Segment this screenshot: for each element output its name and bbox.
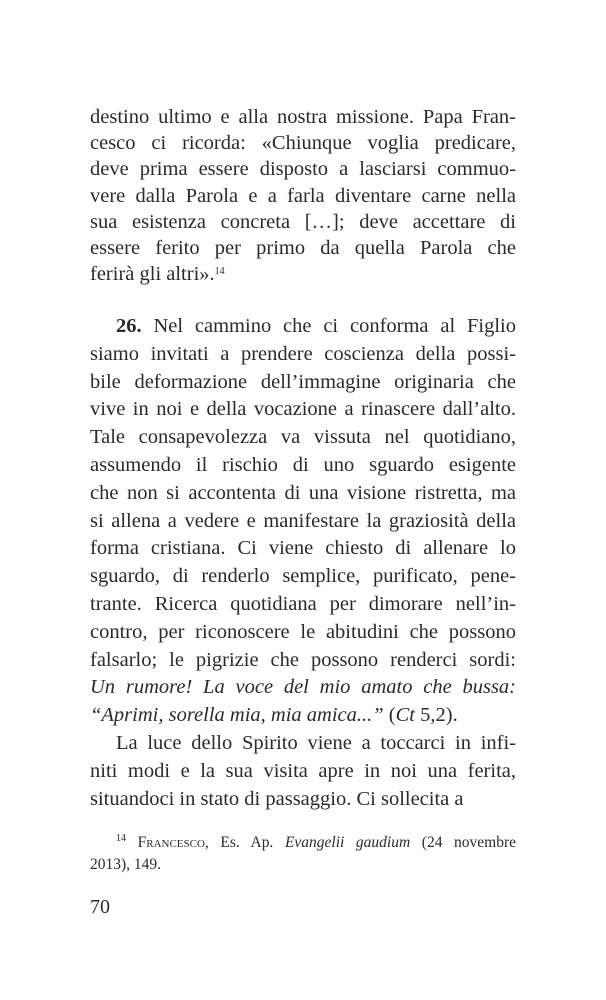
text-span: Francesco: [137, 834, 205, 851]
footnote-ref: 14: [214, 266, 225, 278]
text-line: [90, 209, 516, 235]
text-line: [90, 786, 516, 814]
page-number: 70: [90, 896, 110, 918]
text-span: trante. Ricerca quotidiana per dimorare nell’in-: [90, 592, 516, 615]
text-span: Nel cammino che ci conforma al Figlio: [141, 315, 516, 337]
text-span: che non si accontenta di una visione ristretta, ma: [90, 481, 516, 504]
text-span: essere ferito per primo da quella Parola che: [90, 236, 516, 259]
text-line: [90, 235, 516, 261]
text-line: [90, 854, 516, 876]
text-span: sua esistenza concreta […]; deve accettare di: [90, 210, 516, 233]
text-span: [126, 834, 138, 851]
text-line: [90, 674, 516, 702]
text-span: niti modi e la sua visita apre in noi una ferita,: [90, 759, 516, 782]
text-line: [90, 730, 516, 758]
text-line: [90, 341, 516, 369]
text-span: Ct: [395, 704, 415, 727]
text-line: [90, 183, 516, 209]
text-line: [90, 535, 516, 563]
text-line: [90, 156, 516, 182]
text-span: vive in noi e della vocazione a rinascere dall’alto.: [90, 398, 516, 421]
text-line: [90, 369, 516, 397]
text-line: [90, 758, 516, 786]
paragraph-light-of-spirit: [90, 730, 516, 813]
section-number: 26.: [116, 315, 142, 337]
text-line: [90, 591, 516, 619]
text-line: [90, 104, 516, 130]
text-span: ferirà gli altri».: [90, 263, 215, 286]
text-line: [90, 261, 516, 287]
text-span: 2013), 149.: [90, 856, 162, 873]
text-line: [90, 832, 516, 854]
text-span: Evangelii gaudium: [284, 834, 411, 851]
text-span: 5,2).: [415, 704, 458, 727]
text-line: [90, 313, 516, 341]
text-line: [90, 396, 516, 424]
text-span: contro, per riconoscere le abitudini che possono: [90, 620, 516, 643]
text-span: La luce dello Spirito viene a toccarci in infi-: [116, 732, 516, 754]
text-span: bile deformazione dell’immagine originaria che: [90, 370, 516, 393]
text-span: “Aprimi, sorella mia, mia amica...”: [90, 704, 384, 727]
paragraph-26: [90, 313, 516, 730]
footnote-ref: 14: [116, 833, 126, 844]
text-line: [90, 508, 516, 536]
text-span: cesco ci ricorda: «Chiunque voglia predicare,: [90, 132, 516, 155]
text-span: , Es. Ap.: [204, 834, 285, 851]
text-line: [90, 480, 516, 508]
text-line: [90, 130, 516, 156]
text-span: si allena a vedere e manifestare la graziosità della: [90, 509, 516, 532]
text-span: siamo invitati a prendere coscienza della possi-: [90, 342, 516, 365]
text-span: (24 novembre: [410, 834, 517, 851]
text-span: forma cristiana. Ci viene chiesto di allenare lo: [90, 537, 516, 560]
text-line: [90, 702, 516, 730]
text-span: situandoci in stato di passaggio. Ci sollecita a: [90, 787, 464, 810]
text-span: Un rumore! La voce del mio amato che bussa:: [90, 676, 516, 699]
text-span: deve prima essere disposto a lasciarsi commuo-: [90, 158, 516, 181]
text-line: [90, 563, 516, 591]
paragraph-continuation: [90, 104, 516, 287]
footnote-14: [90, 832, 516, 876]
text-line: [90, 619, 516, 647]
text-span: sguardo, di renderlo semplice, purificato, pene-: [90, 565, 516, 588]
text-span: (: [383, 704, 396, 727]
text-span: falsarlo; le pigrizie che possono renderci sordi:: [90, 648, 516, 671]
text-line: [90, 647, 516, 675]
text-span: Tale consapevolezza va vissuta nel quotidiano,: [90, 426, 516, 449]
text-line: [90, 424, 516, 452]
text-span: assumendo il rischio di uno sguardo esigente: [90, 453, 516, 476]
text-span: vere dalla Parola e a farla diventare carne nella: [90, 184, 516, 207]
text-line: [90, 452, 516, 480]
text-span: destino ultimo e alla nostra missione. Papa Fran-: [90, 106, 516, 128]
